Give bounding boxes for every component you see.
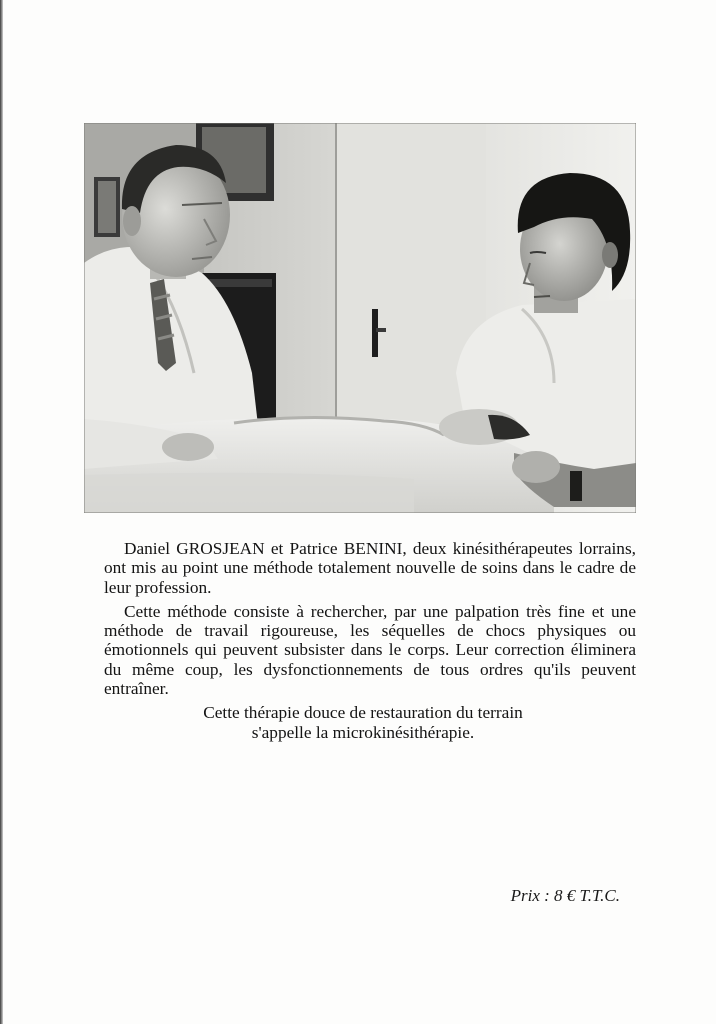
closing-line-2: s'appelle la microkinésithérapie.: [251, 722, 475, 742]
page-edge-shadow: [0, 0, 3, 1024]
paragraph-authors: Daniel GROSJEAN et Patrice BENINI, deux kinésithérapeutes lorrains, ont mis au point une méthode totalement nouvelle de soins dans le cadre de leur profession.: [104, 539, 636, 597]
description-text: [104, 539, 636, 742]
photograph: [84, 123, 636, 513]
paragraph-method: Cette méthode consiste à rechercher, par une palpation très fine et une méthode de travail rigoureuse, les séquelles de chocs physiques ou émotionnels qui peuvent subsister dans le corps. Leur correction éliminera du même coup, les dysfonctionnements de tous ordres qu'ils peuvent entraîner.: [104, 601, 636, 699]
closing-line-1: Cette thérapie douce de restauration du terrain: [203, 703, 523, 723]
photograph-two-practitioners-icon: [84, 123, 636, 513]
price-label: Prix : 8 € T.T.C.: [510, 886, 620, 905]
